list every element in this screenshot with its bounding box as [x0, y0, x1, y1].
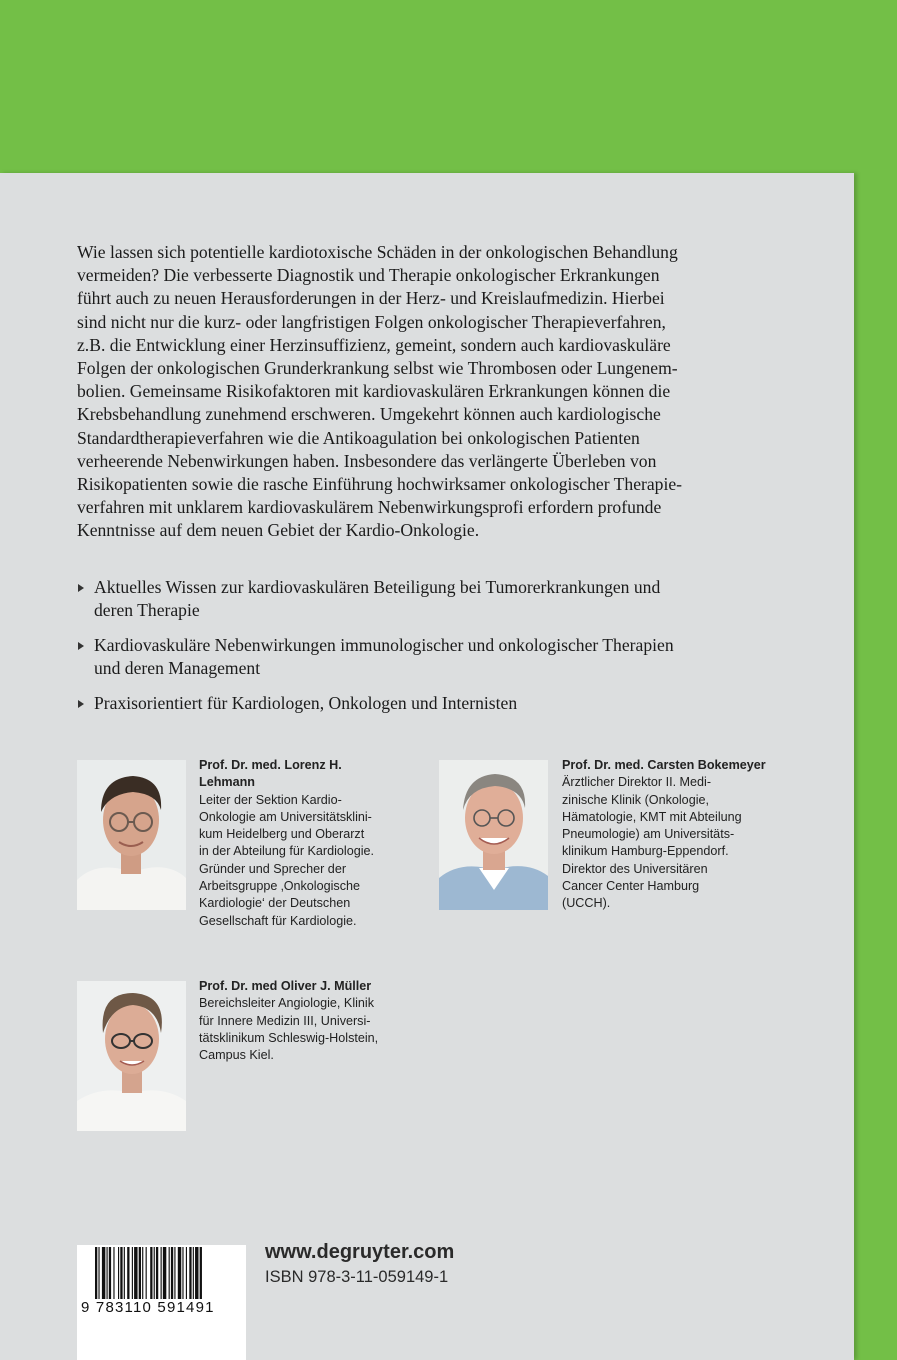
description-line: z.B. die Entwicklung einer Herzinsuffizienz, gemeint, sondern auch kardiovaskuläre [77, 334, 671, 355]
author-name: Prof. Dr. med Oliver J. Müller [199, 979, 372, 993]
barcode-bars [77, 1245, 246, 1301]
author-name: Prof. Dr. med. Lorenz H. [199, 758, 342, 772]
bullet-triangle-icon [78, 700, 84, 708]
author-name: Lehmann [199, 775, 255, 790]
feature-item: Praxisorientiert für Kardiologen, Onkologen und Internisten [77, 692, 777, 715]
bullet-triangle-icon [78, 584, 84, 592]
description-line: bolien. Gemeinsame Risikofaktoren mit kardiovaskulären Erkrankungen können die [77, 381, 671, 402]
author-bio-lehmann: Prof. Dr. med. Lorenz H. Lehmann Leiter der Sektion Kardio- Onkologie am Universitätsklini- kum Heidelberg und Oberarzt in der Abteilung für Kardiologie. Gründer und Sprecher der Arbeitsgruppe ‚Onkologische Kardiologie‘ der Deutschen Gesellschaft für Kardiologie. [199, 757, 424, 930]
description-line: Kenntnisse auf dem neuen Gebiet der Kardio-Onkologie. [77, 520, 480, 541]
author-bio-mueller: Prof. Dr. med Oliver J. Müller Bereichsleiter Angiologie, Klinik für Innere Medizin III, Universi- tätsklinikum Schleswig-Holstein, Campus Kiel. [199, 978, 434, 1064]
portrait-icon [439, 760, 548, 910]
description-line: vermeiden? Die verbesserte Diagnostik und Therapie onkologischer Erkrankungen [77, 265, 660, 286]
isbn-number: ISBN 978-3-11-059149-1 [265, 1268, 449, 1286]
description-line: Wie lassen sich potentielle kardiotoxische Schäden in der onkologischen Behandlung [77, 242, 678, 262]
feature-list [77, 576, 777, 727]
author-photo-bokemeyer [439, 760, 548, 910]
author-photo-mueller [77, 981, 186, 1131]
author-bio-bokemeyer: Prof. Dr. med. Carsten Bokemeyer Ärztlicher Direktor II. Medi- zinische Klinik (Onkologie, Hämatologie, KMT mit Abteilung Pneumologie) am Universitäts- klinikum Hamburg-Eppendorf. Direktor des Universitären Cancer Center Hamburg (UCCH). [562, 757, 802, 913]
description-line: sind nicht nur die kurz- oder langfristigen Folgen onkologischer Therapieverfahren, [77, 311, 666, 332]
barcode-digits: 9 783110 591491 [81, 1299, 215, 1316]
description-line: Krebsbehandlung zunehmend erschweren. Umgekehrt können auch kardiologische [77, 404, 661, 425]
publisher-website: www.degruyter.com [265, 1241, 455, 1263]
description-line: führt auch zu neuen Herausforderungen in der Herz- und Kreislaufmedizin. Hierbei [77, 288, 665, 309]
description-line: Folgen der onkologischen Grunderkrankung selbst wie Thrombosen oder Lungenem- [77, 358, 678, 379]
author-photo-lehmann [77, 760, 186, 910]
description-text [77, 241, 767, 543]
author-name: Prof. Dr. med. Carsten Bokemeyer [562, 758, 766, 772]
feature-item: Kardiovaskuläre Nebenwirkungen immunologischer und onkologischer Therapien und deren Management [77, 634, 777, 680]
bullet-triangle-icon [78, 642, 84, 650]
isbn-barcode [77, 1245, 246, 1360]
portrait-icon [77, 981, 186, 1131]
portrait-icon [77, 760, 186, 910]
feature-item: Aktuelles Wissen zur kardiovaskulären Beteiligung bei Tumorerkrankungen und deren Therapie [77, 576, 777, 622]
description-line: Standardtherapieverfahren wie die Antikoagulation bei onkologischen Patienten [77, 427, 640, 448]
description-line: verfahren mit unklarem kardiovaskulärem Nebenwirkungsprofi erfordern profunde [77, 497, 662, 518]
description-line: Risikopatienten sowie die rasche Einführung hochwirksamer onkologischer Therapie- [77, 474, 683, 495]
description-line: verheerende Nebenwirkungen haben. Insbesondere das verlängerte Überleben von [77, 450, 657, 471]
